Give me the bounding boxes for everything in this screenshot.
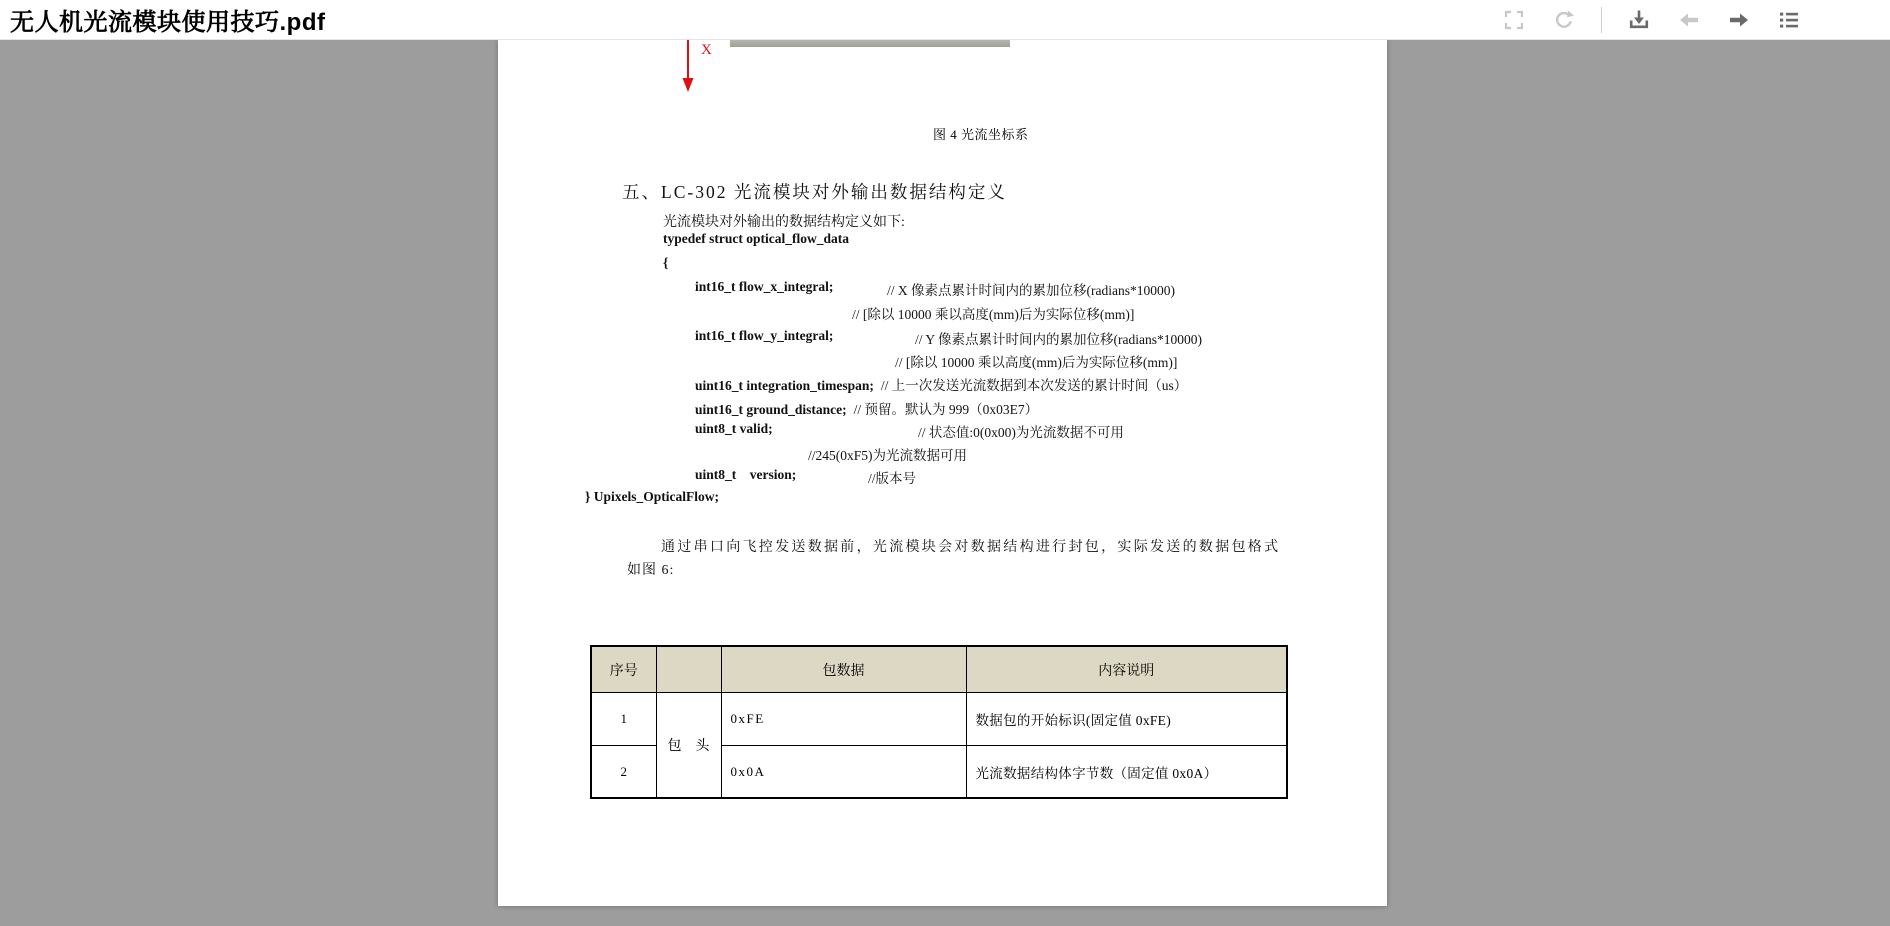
toolbar-divider xyxy=(1601,7,1602,33)
code-line xyxy=(498,444,1387,462)
code-text: typedef struct optical_flow_data xyxy=(663,231,849,246)
header-cell-description: 内容说明 xyxy=(966,646,1287,693)
section-heading: 五、LC-302 光流模块对外输出数据结构定义 xyxy=(622,182,1007,202)
next-page-button[interactable] xyxy=(1726,7,1752,33)
figure-image-fragment xyxy=(730,40,1010,47)
code-line xyxy=(498,279,1387,297)
code-line xyxy=(498,421,1387,439)
code-text: int16_t flow_x_integral; xyxy=(695,279,834,294)
cell-group-label: 包 头 xyxy=(656,693,721,799)
code-comment: // 上一次发送光流数据到本次发送的累计时间（us） xyxy=(880,378,1188,393)
intro-line: 光流模块对外输出的数据结构定义如下: xyxy=(663,215,905,230)
code-line xyxy=(498,467,1387,485)
code-comment: //版本号 xyxy=(868,471,917,486)
code-text: uint16_t ground_distance; xyxy=(695,402,847,417)
code-comment: // 预留。默认为 999（0x03E7） xyxy=(853,402,1039,417)
toc-list-icon xyxy=(1777,8,1801,32)
previous-page-button[interactable] xyxy=(1676,7,1702,33)
pdf-page xyxy=(498,40,1387,906)
code-line xyxy=(498,351,1387,369)
code-text: uint16_t integration_timespan; xyxy=(695,378,874,393)
fit-to-screen-icon xyxy=(1502,8,1526,32)
toc-list-button[interactable] xyxy=(1776,7,1802,33)
fit-to-screen-button[interactable] xyxy=(1501,7,1527,33)
figure-caption: 图 4 光流坐标系 xyxy=(933,127,1029,142)
code-comment: // X 像素点累计时间内的累加位移(radians*10000) xyxy=(887,283,1175,298)
code-comment: //245(0xF5)为光流数据可用 xyxy=(808,448,968,463)
body-paragraph-line2: 如图 6: xyxy=(627,563,675,578)
code-line xyxy=(498,328,1387,346)
code-text: } Upixels_OpticalFlow; xyxy=(585,489,719,504)
code-line xyxy=(695,374,1584,392)
header-cell-packet-data: 包数据 xyxy=(721,646,966,693)
code-comment: // Y 像素点累计时间内的累加位移(radians*10000) xyxy=(915,332,1202,347)
download-button[interactable] xyxy=(1626,7,1652,33)
code-line xyxy=(498,231,1387,249)
code-comment: // 状态值:0(0x00)为光流数据不可用 xyxy=(918,425,1124,440)
previous-page-icon xyxy=(1677,8,1701,32)
cell-packet-data: 0xFE xyxy=(721,693,966,746)
code-text: { xyxy=(663,255,669,270)
header-cell-index: 序号 xyxy=(591,646,656,693)
next-page-icon xyxy=(1727,8,1751,32)
x-axis-arrow-icon xyxy=(678,40,702,94)
cell-description: 数据包的开始标识(固定值 0xFE) xyxy=(966,693,1287,746)
code-text: uint8_t version; xyxy=(695,467,797,482)
rotate-button[interactable] xyxy=(1551,7,1577,33)
code-line xyxy=(695,398,1584,416)
cell-index: 1 xyxy=(591,693,656,746)
packet-format-table xyxy=(590,645,1288,799)
pdf-viewer-toolbar xyxy=(0,0,1890,40)
rotate-icon xyxy=(1552,8,1576,32)
table-header-row xyxy=(591,646,1287,693)
cell-index: 2 xyxy=(591,746,656,799)
code-line xyxy=(498,489,1387,507)
document-title: 无人机光流模块使用技巧.pdf xyxy=(10,9,326,36)
code-comment: // [除以 10000 乘以高度(mm)后为实际位移(mm)] xyxy=(852,307,1135,322)
code-comment: // [除以 10000 乘以高度(mm)后为实际位移(mm)] xyxy=(895,355,1178,370)
x-axis-label: X xyxy=(701,42,712,58)
body-paragraph-line1: 通过串口向飞控发送数据前，光流模块会对数据结构进行封包，实际发送的数据包格式 xyxy=(661,540,1281,555)
cell-description: 光流数据结构体字节数（固定值 0x0A） xyxy=(966,746,1287,799)
toolbar-actions xyxy=(1501,7,1802,33)
code-text: uint8_t valid; xyxy=(695,421,773,436)
download-icon xyxy=(1627,8,1651,32)
code-line xyxy=(498,255,1387,273)
header-cell-empty xyxy=(656,646,721,693)
code-text: int16_t flow_y_integral; xyxy=(695,328,834,343)
code-line xyxy=(498,303,1387,321)
cell-packet-data: 0x0A xyxy=(721,746,966,799)
table-row xyxy=(591,693,1287,746)
